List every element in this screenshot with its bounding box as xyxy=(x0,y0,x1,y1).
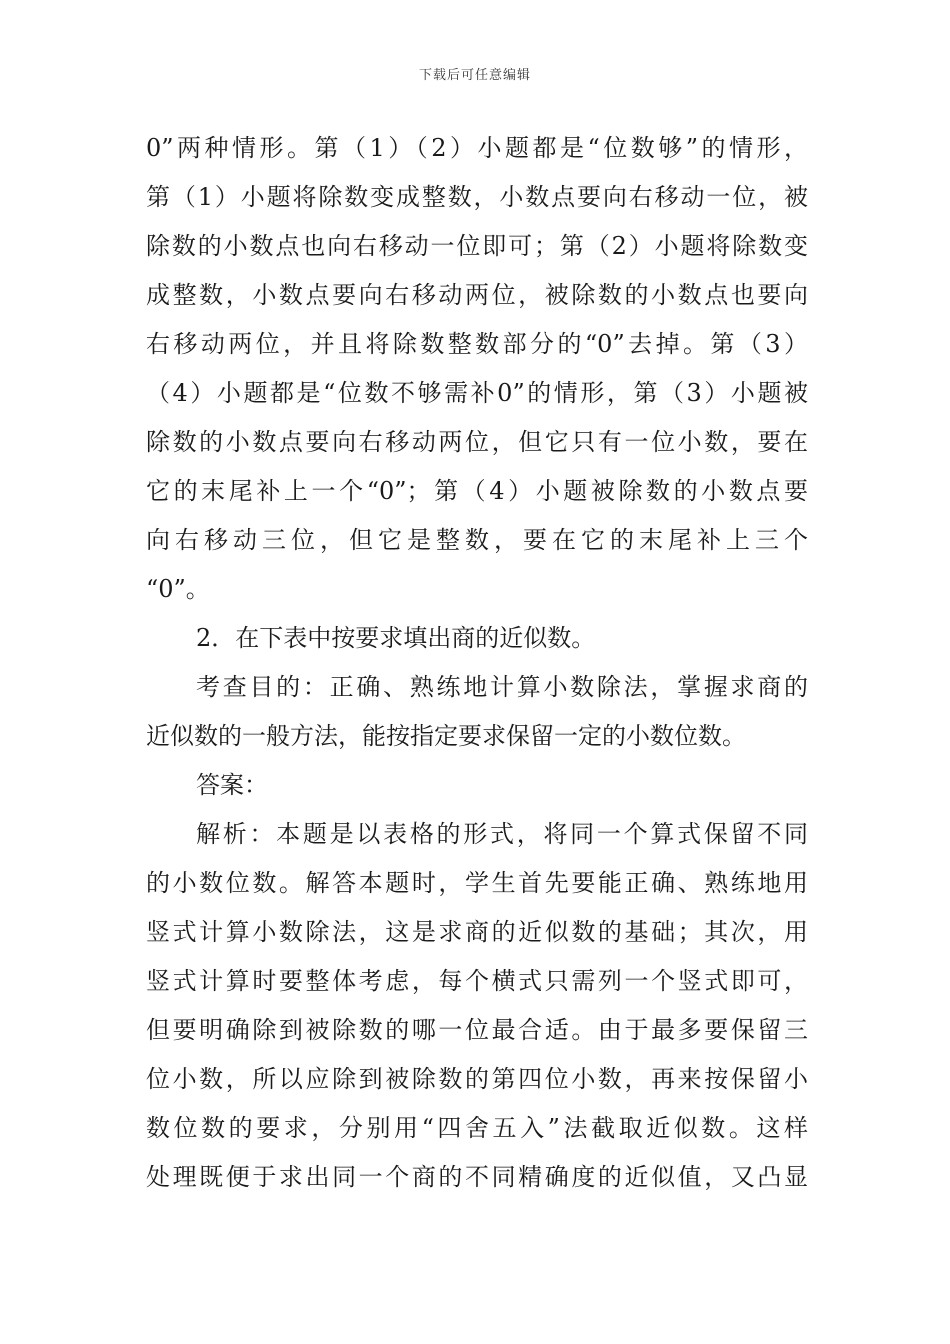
text-line: 它的末尾补上一个“0”；第（4）小题被除数的小数点要 xyxy=(146,477,808,505)
text-line: 除数的小数点要向右移动两位，但它只有一位小数，要在 xyxy=(146,428,808,456)
text-line: 近似数的一般方法，能按指定要求保留一定的小数位数。 xyxy=(146,722,746,750)
text-line: 位小数，所以应除到被除数的第四位小数，再来按保留小 xyxy=(146,1065,808,1093)
text-line: 成整数，小数点要向右移动两位，被除数的小数点也要向 xyxy=(146,281,808,309)
text-line: 0”两种情形。第（1）（2）小题都是“位数够”的情形， xyxy=(146,134,808,162)
page-header: 下载后可任意编辑 xyxy=(418,68,531,83)
text-line: 竖式计算时要整体考虑，每个横式只需列一个竖式即可， xyxy=(146,967,808,995)
question-heading: 2．在下表中按要求填出商的近似数。 xyxy=(196,624,596,652)
text-line: 的小数位数。解答本题时，学生首先要能正确、熟练地用 xyxy=(146,869,808,897)
text-line: 处理既便于求出同一个商的不同精确度的近似值，又凸显 xyxy=(146,1163,808,1191)
text-line: 数位数的要求，分别用“四舍五入”法截取近似数。这样 xyxy=(146,1114,808,1142)
text-line: 考查目的：正确、熟练地计算小数除法，掌握求商的 xyxy=(196,673,808,701)
text-line: “0”。 xyxy=(146,575,210,603)
text-line: 但要明确除到被除数的哪一位最合适。由于最多要保留三 xyxy=(146,1016,808,1044)
text-line: 解析：本题是以表格的形式，将同一个算式保留不同 xyxy=(196,820,808,848)
text-line: 右移动两位，并且将除数整数部分的“0”去掉。第（3） xyxy=(146,330,808,358)
text-line: 向右移动三位，但它是整数，要在它的末尾补上三个 xyxy=(146,526,808,554)
document-body xyxy=(146,124,808,1202)
text-line: 除数的小数点也向右移动一位即可；第（2）小题将除数变 xyxy=(146,232,808,260)
text-line: （4）小题都是“位数不够需补0”的情形，第（3）小题被 xyxy=(146,379,808,407)
answer-label: 答案： xyxy=(196,771,268,799)
text-line: 竖式计算小数除法，这是求商的近似数的基础；其次，用 xyxy=(146,918,808,946)
text-line: 第（1）小题将除数变成整数，小数点要向右移动一位，被 xyxy=(146,183,808,211)
